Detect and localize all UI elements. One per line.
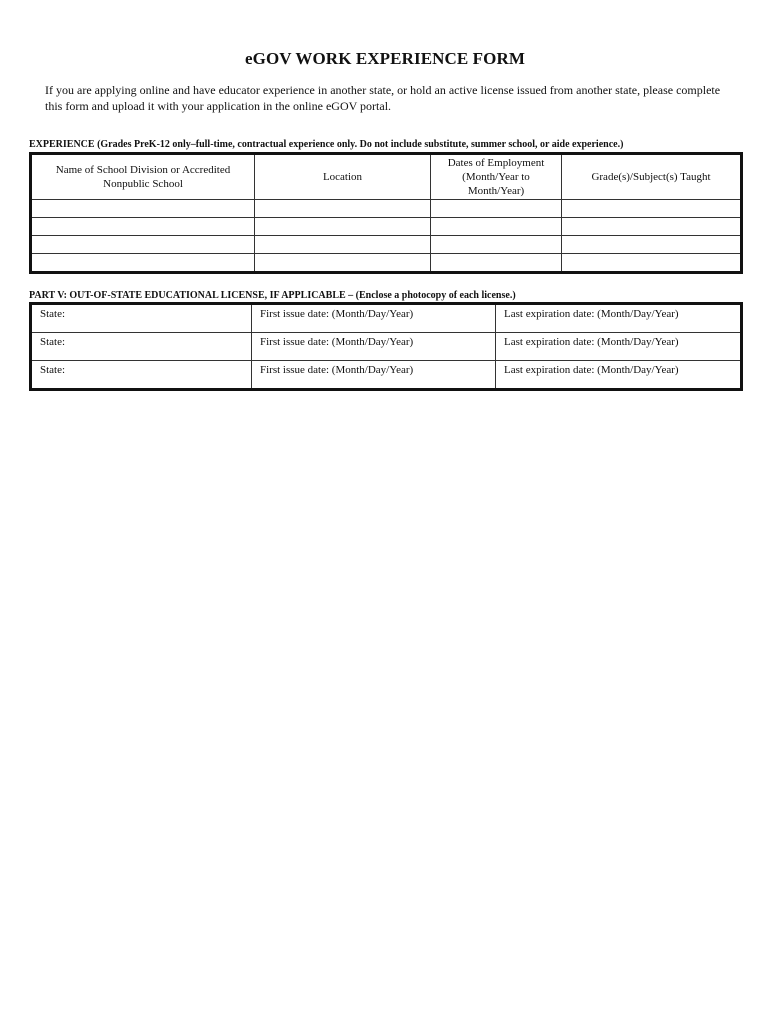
location-cell[interactable] [255,254,431,273]
experience-table [29,152,743,274]
table-row [31,254,742,273]
grades-cell[interactable] [562,236,742,254]
first-issue-date-field[interactable]: First issue date: (Month/Day/Year) [252,304,496,333]
state-field[interactable]: State: [31,304,252,333]
column-header-grades: Grade(s)/Subject(s) Taught [562,154,742,200]
location-cell[interactable] [255,200,431,218]
state-field[interactable]: State: [31,361,252,390]
school-cell[interactable] [31,254,255,273]
school-cell[interactable] [31,200,255,218]
license-heading: PART V: OUT-OF-STATE EDUCATIONAL LICENSE, IF APPLICABLE – (Enclose a photocopy of each license.) [29,290,516,301]
grades-cell[interactable] [562,254,742,273]
dates-cell[interactable] [431,218,562,236]
license-row [31,304,742,333]
column-header-dates: Dates of Employment (Month/Year to Month/Year) [431,154,562,200]
column-header-location: Location [255,154,431,200]
location-cell[interactable] [255,218,431,236]
grades-cell[interactable] [562,218,742,236]
form-intro: If you are applying online and have educator experience in another state, or hold an active license issued from another state, please complete this form and upload it with your application in the online eGOV portal. [45,83,721,113]
table-row [31,200,742,218]
column-header-school: Name of School Division or Accredited Nonpublic School [31,154,255,200]
last-expiration-date-field[interactable]: Last expiration date: (Month/Day/Year) [496,361,742,390]
license-row [31,333,742,361]
license-row [31,361,742,390]
dates-cell[interactable] [431,254,562,273]
location-cell[interactable] [255,236,431,254]
last-expiration-date-field[interactable]: Last expiration date: (Month/Day/Year) [496,304,742,333]
experience-heading: EXPERIENCE (Grades PreK-12 only–full-time, contractual experience only. Do not include substitute, summer school, or aide experience.) [29,139,624,150]
experience-header-row [31,154,742,200]
state-field[interactable]: State: [31,333,252,361]
school-cell[interactable] [31,218,255,236]
dates-cell[interactable] [431,200,562,218]
table-row [31,218,742,236]
table-row [31,236,742,254]
dates-cell[interactable] [431,236,562,254]
school-cell[interactable] [31,236,255,254]
license-table [29,302,743,391]
form-title: eGOV WORK EXPERIENCE FORM [244,49,526,68]
last-expiration-date-field[interactable]: Last expiration date: (Month/Day/Year) [496,333,742,361]
first-issue-date-field[interactable]: First issue date: (Month/Day/Year) [252,333,496,361]
first-issue-date-field[interactable]: First issue date: (Month/Day/Year) [252,361,496,390]
grades-cell[interactable] [562,200,742,218]
